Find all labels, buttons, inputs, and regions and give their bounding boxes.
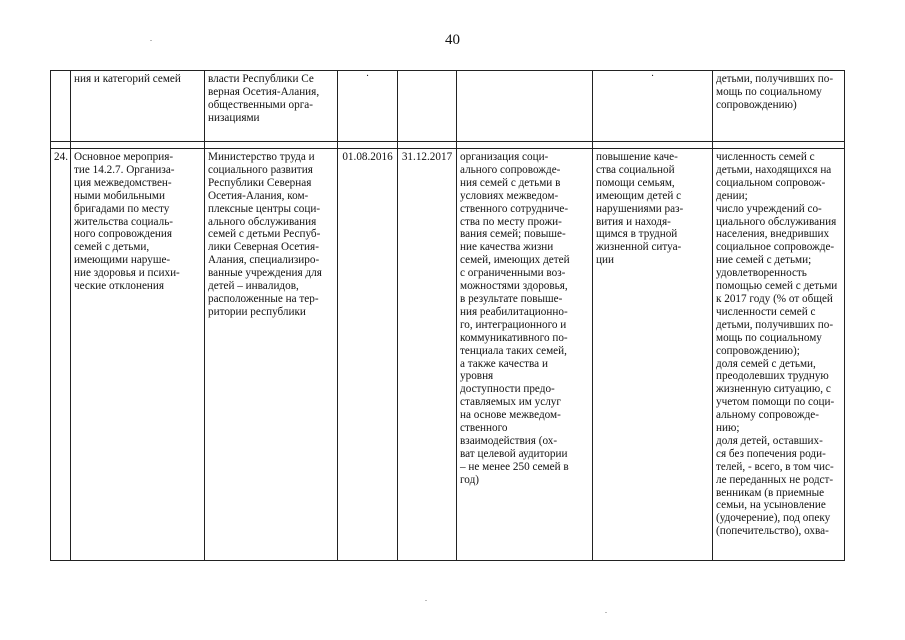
cell-end-date: 31.12.2017 [398,149,457,561]
scan-speck [605,612,607,613]
cell-executors: Министерство труда и социального развития Республики Северная Осетия-Алания, ком- плексные центры соци- ального обслуживания семей с детьми Респуб- лики Северная Осетия- Алания, специализиро- ванные учреждения для детей – инвалидов, расположенные на тер- ритории республики [205,149,338,561]
cell-number: 24. [51,149,71,561]
table-row-separator [51,142,845,149]
cell-number [51,71,71,142]
cell-result [457,71,593,142]
cell-link [593,71,713,142]
dot-mark: · [650,71,655,82]
cell-end-date [398,71,457,142]
cell-indicators: детьми, получивших по- мощь по социальному сопровождению) [713,71,845,142]
dot-mark: · [365,71,370,82]
scan-speck [150,40,152,41]
table-row-continued [51,71,845,142]
measures-table [50,70,845,561]
cell-activity: Основное мероприя- тие 14.2.7. Организа- ция межведомствен- ными мобильными бригадами по месту жительства социаль- ного сопровождения семей с детьми, имеющими наруше- ние здоровья и психи- ческие отклонения [71,149,205,561]
page-number: 40 [445,32,460,48]
cell-result: организация соци- ального сопровожде- ния семей с детьми в условиях межведом- ственного сотрудниче- ства по месту прожи- вания семей; повыше- ние качества жизни семей, имеющих детей с ограниченными воз- можностями здоровья, в результате повыше- ния реабилитационно- го, интеграционного и коммуникативного по- тенциала таких семей, а также качества и уровня доступности предо- ставляемых им услуг на основе межведом- ственного взаимодействия (ох- ват целевой аудитории – не менее 250 семей в год) [457,149,593,561]
cell-executors: власти Республики Се верная Осетия-Алания, общественными орга- низациями [205,71,338,142]
cell-start-date [338,71,398,142]
table-row-24 [51,149,845,561]
cell-activity: ния и категорий семей [71,71,205,142]
cell-link: повышение каче- ства социальной помощи семьям, имеющим детей с нарушениями раз- вития и находя- щимся в трудной жизненной ситуа- ции [593,149,713,561]
cell-indicators: численность семей с детьми, находящихся на социальном сопровож- дении; число учреждений со- циального обслуживания населения, внедривших социальное сопровожде- ние семей с детьми; удовлетворенность помощью семей с детьми к 2017 году (% от общей численности семей с детьми, получивших по- мощь по социальному сопровождению); доля семей с детьми, преодолевших трудную жизненную ситуацию, с учетом помощи по соци- альному сопровожде- нию; доля детей, оставших- ся без попечения роди- телей, - всего, в том чис- ле переданных не родст- венникам (в приемные семьи, на усыновление (удочерение), под опеку (попечительство), охва- [713,149,845,561]
scan-speck [425,600,427,601]
cell-start-date: 01.08.2016 [338,149,398,561]
